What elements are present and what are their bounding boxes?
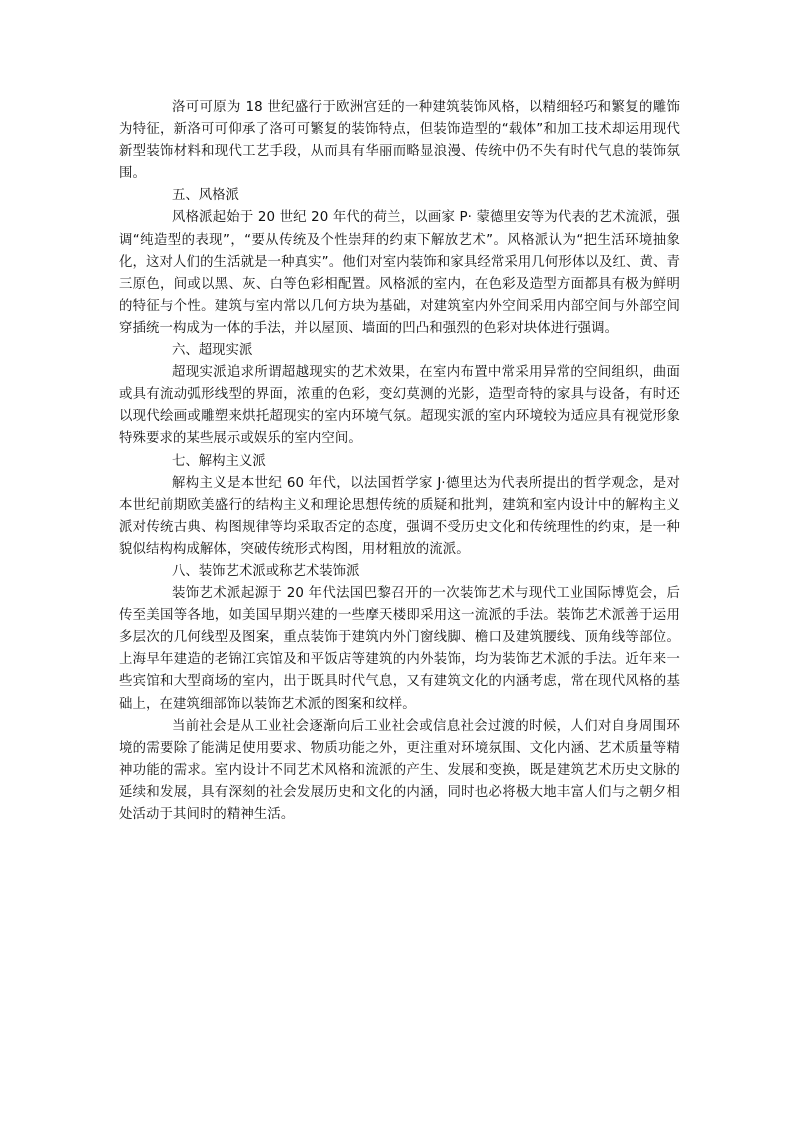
paragraph-surrealism: 超现实派追求所谓超越现实的艺术效果，在室内布置中常采用异常的空间组织，曲面或具有流动弧形线型的界面，浓重的色彩，变幻莫测的光影，造型奇特的家具与设备，有时还以现代绘画或雕塑来烘托超现实的室内环境气氛。超现实派的室内环境较为适应具有视觉形象特殊要求的某些展示或娱乐的室内空间。: [119, 365, 680, 447]
paragraph-deconstructivism: 解构主义是本世纪 60 年代，以法国哲学家 J·德里达为代表所提出的哲学观念，是对本世纪前期欧美盛行的结构主义和理论思想传统的质疑和批判，建筑和室内设计中的解构主义派对传统古典、构图规律等均采取否定的态度，强调不受历史文化和传统理性的约束，是一种貌似结构构成解体，突破传统形式构图，用材粗放的流派。: [119, 475, 680, 557]
paragraph-art-deco: 装饰艺术派起源于 20 年代法国巴黎召开的一次装饰艺术与现代工业国际博览会，后传至美国等各地，如美国早期兴建的一些摩天楼即采用这一流派的手法。装饰艺术派善于运用多层次的几何线型及图案，重点装饰于建筑内外门窗线脚、檐口及建筑腰线、顶角线等部位。上海早年建造的老锦江宾馆及和平饭店等建筑的内外装饰，均为装饰艺术派的手法。近年来一些宾馆和大型商场的室内，出于既具时代气息，又有建筑文化的内涵考虑，常在现代风格的基础上，在建筑细部饰以装饰艺术派的图案和纹样。: [119, 586, 680, 712]
section-heading-art-deco: 八、装饰艺术派或称艺术装饰派: [172, 563, 360, 579]
paragraph-conclusion: 当前社会是从工业社会逐渐向后工业社会或信息社会过渡的时候，人们对自身周围环境的需要除了能满足使用要求、物质功能之外，更注重对环境氛围、文化内涵、艺术质量等精神功能的需求。室内设计不同艺术风格和流派的产生、发展和变换，既是建筑艺术历史文脉的延续和发展，具有深刻的社会发展历史和文化的内涵，同时也必将极大地丰富人们与之朝夕相处活动于其间时的精神生活。: [119, 718, 680, 822]
paragraph-de-stijl: 风格派起始于 20 世纪 20 年代的荷兰，以画家 P· 蒙德里安等为代表的艺术流派，强调“纯造型的表现”，“要从传统及个性崇拜的约束下解放艺术”。风格派认为“把生活环境抽象化，这对人们的生活就是一种真实”。他们对室内装饰和家具经常采用几何形体以及红、黄、青三原色，间或以黑、灰、白等色彩相配置。风格派的室内，在色彩及造型方面都具有极为鲜明的特征与个性。建筑与室内常以几何方块为基础，对建筑室内外空间采用内部空间与外部空间穿插统一构成为一体的手法，并以屋顶、墙面的凹凸和强烈的色彩对块体进行强调。: [119, 210, 680, 336]
section-heading-deconstructivism: 七、解构主义派: [172, 453, 266, 469]
section-heading-de-stijl: 五、风格派: [172, 188, 239, 204]
paragraph-rococo: 洛可可原为 18 世纪盛行于欧洲宫廷的一种建筑装饰风格，以精细轻巧和繁复的雕饰为特征，新洛可可仰承了洛可可繁复的装饰特点，但装饰造型的“载体”和加工技术却运用现代新型装饰材料和现代工艺手段，从而具有华丽而略显浪漫、传统中仍不失有时代气息的装饰氛围。: [119, 100, 680, 182]
document-body: [119, 97, 680, 826]
section-heading-surrealism: 六、超现实派: [172, 343, 253, 359]
